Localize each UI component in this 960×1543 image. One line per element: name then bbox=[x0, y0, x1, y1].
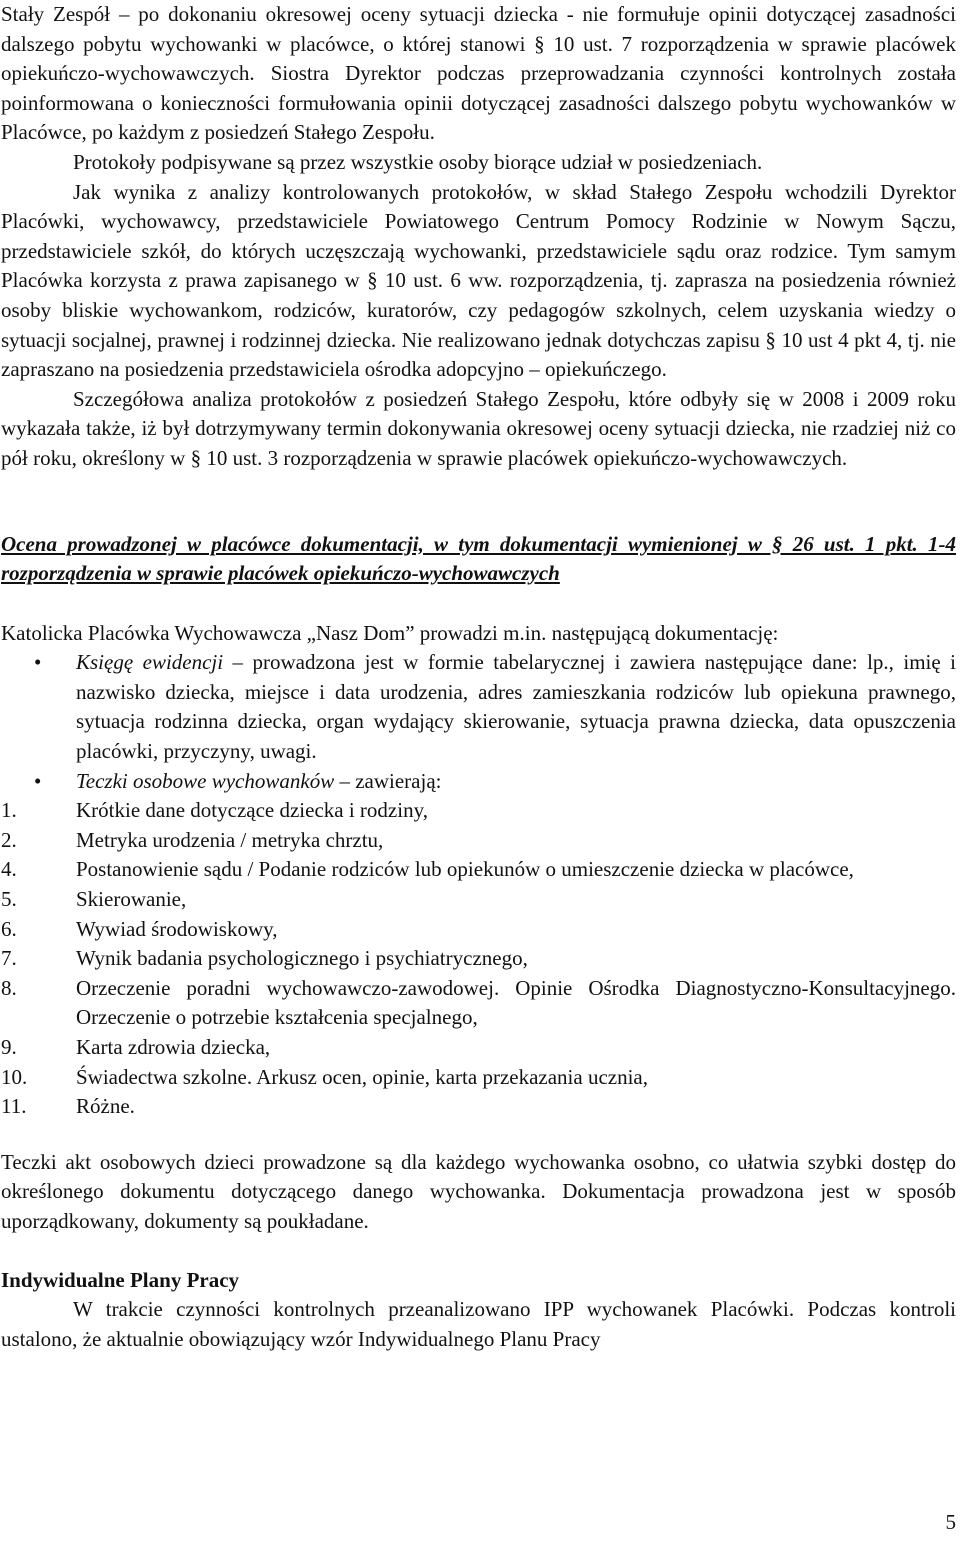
paragraph-analiza-protokołów: Szczegółowa analiza protokołów z posiedzeń Stałego Zespołu, które odbyły się w 2008 i 2009 roku wykazała także, iż był dotrzymywany termin dokonywania okresowej oceny sytuacji dziecka, nie rzadziej niż co pół roku, określony w § 10 ust. 3 rozporządzenia w sprawie placówek opiekuńczo-wychowawczych. bbox=[1, 386, 956, 470]
item-number: 2. bbox=[1, 827, 17, 852]
paragraph-stały-zespół: Stały Zespół – po dokonaniu okresowej oceny sytuacji dziecka - nie formułuje opinii dotyczącej zasadności dalszego pobytu wychowanki w placówce, o której stanowi § 10 ust. 7 rozporządzenia w sprawie placówek opiekuńczo-wychowawczych. Siostra Dyrektor podczas przeprowadzania czynności kontrolnych została poinformowana o konieczności formułowania opinii dotyczącej zasadności dalszego pobytu wychowanków w Placówce, po każdym z posiedzeń Stałego Zespołu. bbox=[1, 2, 956, 145]
item-number: 4. bbox=[1, 857, 17, 882]
list-item bbox=[1, 885, 956, 915]
paragraph-teczki-akt: Teczki akt osobowych dzieci prowadzone są dla każdego wychowanka osobno, co ułatwia szybki dostęp do określonego dokumentu dotyczącego danego wychowanka. Dokumentacja prowadzona jest w sposób uporządkowany, dokumenty są poukładane. bbox=[1, 1149, 956, 1233]
spacer bbox=[1, 1237, 956, 1266]
bullet-text: – zawierają: bbox=[334, 768, 442, 793]
item-number: 10. bbox=[1, 1064, 28, 1089]
spacer bbox=[1, 589, 956, 619]
spacer bbox=[1, 474, 956, 530]
list-item bbox=[1, 1092, 956, 1122]
paragraph-skład-zespołu: Jak wynika z analizy kontrolowanych protokołów, w skład Stałego Zespołu wchodzili Dyrektor Placówki, wychowawcy, przedstawiciele Powiatowego Centrum Pomocy Rodzinie w Nowym Sączu, przedstawiciele szkół, do których uczęszczają wychowanki, przedstawiciele sądu oraz rodzice. Tym samym Placówka korzysta z prawa zapisanego w § 10 ust. 6 ww. rozporządzenia, tj. zaprasza na posiedzenia również osoby bliskie wychowankom, rodziców, kuratorów, czy pedagogów szkolnych, celem uzyskania wiedzy o sytuacji socjalnej, prawnej i rodzinnej dziecka. Nie realizowano jednak dotychczas zapisu § 10 ust 4 pkt 4, tj. nie zapraszano na posiedzenia przedstawiciela ośrodka adopcyjno – opiekuńczego. bbox=[1, 179, 956, 382]
personal-files-numbered-list bbox=[1, 796, 956, 1122]
section-heading-ipp: Indywidualne Plany Pracy bbox=[1, 1267, 240, 1292]
documentation-bullet-list bbox=[1, 648, 956, 796]
paragraph-protokoły: Protokoły podpisywane są przez wszystkie osoby biorące udział w posiedzeniach. bbox=[73, 149, 763, 174]
page-number: 5 bbox=[945, 1510, 956, 1534]
bullet-icon: • bbox=[34, 768, 42, 793]
item-text: Świadectwa szkolne. Arkusz ocen, opinie, karta przekazania ucznia, bbox=[76, 1064, 649, 1089]
item-text: Karta zdrowia dziecka, bbox=[76, 1035, 271, 1059]
list-item bbox=[1, 648, 956, 766]
item-text: Krótkie dane dotyczące dziecka i rodziny, bbox=[76, 798, 428, 823]
item-number: 5. bbox=[1, 887, 17, 912]
bullet-term: Księgę ewidencji bbox=[76, 650, 224, 675]
list-item bbox=[1, 855, 956, 885]
item-number: 1. bbox=[1, 798, 17, 823]
list-item bbox=[1, 826, 956, 856]
list-item bbox=[1, 1033, 956, 1063]
bullet-text: – prowadzona jest w formie tabelarycznej i zawiera następujące dane: lp., imię i nazwisko dziecka, miejsce i data urodzenia, adres zamieszkania rodziców lub opiekuna prawnego, sytuacja rodzinna dziecka, organ wydający skierowanie, sytuacja prawna dziecka, data opuszczenia placówki, przyczyny, uwagi. bbox=[76, 650, 956, 764]
item-text: Metryka urodzenia / metryka chrztu, bbox=[76, 827, 384, 852]
paragraph-ipp: W trakcie czynności kontrolnych przeanalizowano IPP wychowanek Placówki. Podczas kontroli ustalono, że aktualnie obowiązujący wzór Indywidualnego Planu Pracy bbox=[1, 1297, 956, 1351]
list-item bbox=[1, 796, 956, 826]
item-text: Orzeczenie poradni wychowawczo-zawodowej. Opinie Ośrodka Diagnostyczno-Konsultacyjnego. Orzeczenie o potrzebie kształcenia specjalnego, bbox=[76, 975, 956, 1030]
item-number: 9. bbox=[1, 1035, 17, 1059]
bullet-icon: • bbox=[34, 650, 42, 675]
list-item bbox=[1, 974, 956, 1033]
item-number: 11. bbox=[1, 1094, 27, 1119]
item-number: 8. bbox=[1, 975, 17, 1000]
section-heading-dokumentacja: Ocena prowadzonej w placówce dokumentacji, w tym dokumentacji wymienionej w § 26 ust. 1 pkt. 1-4 rozporządzenia w sprawie placówek opiekuńczo-wychowawczych bbox=[1, 531, 956, 586]
list-item bbox=[1, 944, 956, 974]
item-text: Wynik badania psychologicznego i psychiatrycznego, bbox=[76, 946, 528, 971]
item-text: Postanowienie sądu / Podanie rodziców lub opiekunów o umieszczenie dziecka w placówce, bbox=[76, 857, 854, 882]
item-text: Skierowanie, bbox=[76, 887, 187, 912]
page-content bbox=[1, 0, 956, 1354]
bullet-term: Teczki osobowe wychowanków bbox=[76, 768, 335, 793]
item-text: Różne. bbox=[76, 1094, 135, 1119]
paragraph-intro-dokumentacja: Katolicka Placówka Wychowawcza „Nasz Dom” prowadzi m.in. następującą dokumentację: bbox=[1, 620, 779, 645]
list-item bbox=[1, 1063, 956, 1093]
item-number: 6. bbox=[1, 916, 17, 941]
item-text: Wywiad środowiskowy, bbox=[76, 916, 278, 941]
spacer bbox=[1, 1122, 956, 1148]
item-number: 7. bbox=[1, 946, 17, 971]
list-item bbox=[1, 915, 956, 945]
list-item bbox=[1, 767, 956, 797]
